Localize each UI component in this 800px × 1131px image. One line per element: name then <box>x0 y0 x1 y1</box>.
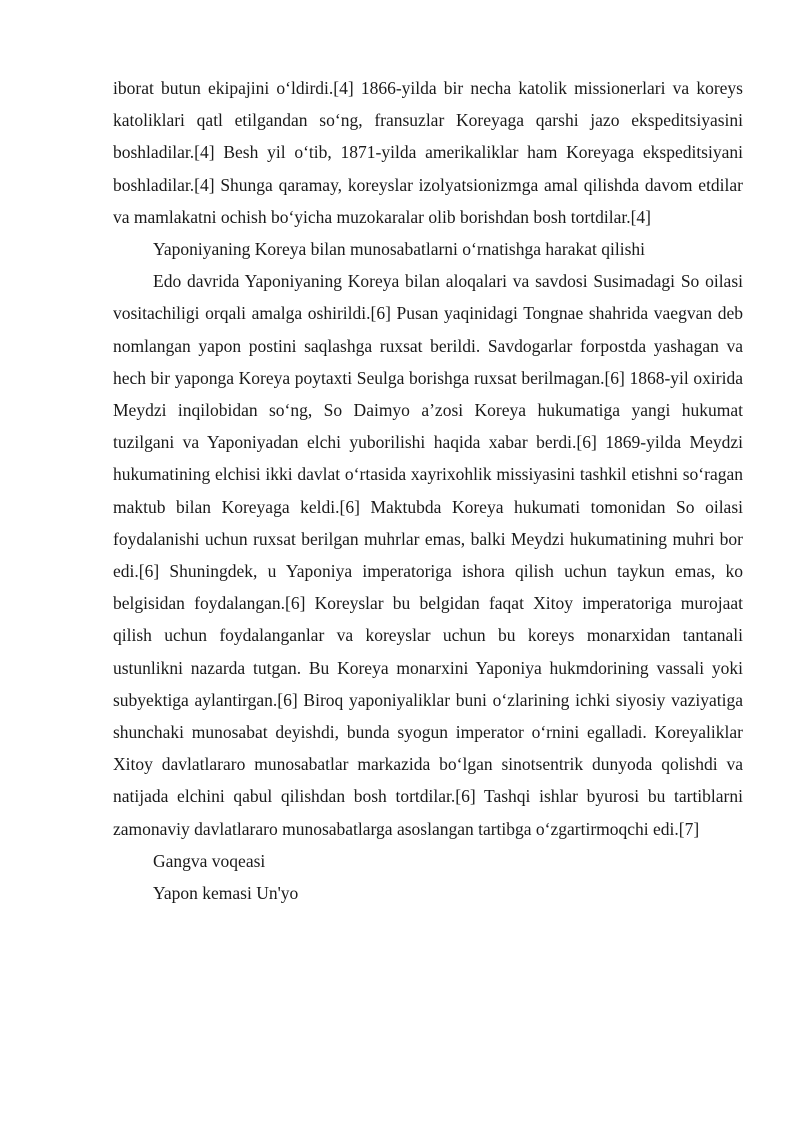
paragraph-edo-period: Edo davrida Yaponiyaning Koreya bilan aloqalari va savdosi Susimadagi So oilasi vositachiligi orqali amalga oshirildi.[6] Pusan yaqinidagi Tongnae shahrida vaegvan deb nomlangan yapon postini saqlashga ruxsat berildi. Savdogarlar forpostda yashagan va hech bir yaponga Koreya poytaxti Seulga borishga ruxsat berilmagan.[6] 1868-yil oxirida Meydzi inqilobidan so‘ng, So Daimyo a’zosi Koreya hukumatiga yangi hukumat tuzilgani va Yaponiyadan elchi yuborilishi haqida xabar berdi.[6] 1869-yilda Meydzi hukumatining elchisi ikki davlat o‘rtasida xayrixohlik missiyasini tashkil etishni so‘ragan maktub bilan Koreyaga keldi.[6] Maktubda Koreya hukumati tomonidan So oilasi foydalanishi uchun ruxsat berilgan muhrlar emas, balki Meydzi hukumatining muhri bor edi.[6] Shuningdek, u Yaponiya imperatoriga ishora qilish uchun taykun emas, ko belgisidan foydalangan.[6] Koreyslar bu belgidan faqat Xitoy imperatoriga murojaat qilish uchun foydalanganlar va koreyslar uchun bu koreys monarxidan tantanali ustunlikni nazarda tutgan. Bu Koreya monarxini Yaponiya hukmdorining vassali yoki subyektiga aylantirgan.[6] Biroq yaponiyaliklar buni o‘zlarining ichki siyosiy vaziyatiga shunchaki munosabat deyishdi, bunda syogun imperator o‘rnini egalladi. Koreyaliklar Xitoy davlatlararo munosabatlar markazida bo‘lgan sinotsentrik dunyoda qolishdi va natijada elchini qabul qilishdan bosh tortdilar.[6] Tashqi ishlar byurosi bu tartiblarni zamonaviy davlatlararo munosabatlarga asoslangan tartibga o‘zgartirmoqchi edi.[7] <box>113 271 743 839</box>
section-heading-gangva: Gangva voqeasi <box>153 850 266 871</box>
document-body <box>113 72 743 909</box>
section-heading-relations: Yaponiyaning Koreya bilan munosabatlarni o‘rnatishga harakat qilishi <box>153 239 645 260</box>
section-heading-unyo: Yapon kemasi Un'yo <box>153 883 299 904</box>
paragraph-continued: iborat butun ekipajini o‘ldirdi.[4] 1866-yilda bir necha katolik missionerlari va koreys katoliklari qatl etilgandan so‘ng, fransuzlar Koreyaga qarshi jazo ekspeditsiyasini boshladilar.[4] Besh yil o‘tib, 1871-yilda amerikaliklar ham Koreyaga ekspeditsiyani boshladilar.[4] Shunga qaramay, koreyslar izolyatsionizmga amal qilishda davom etdilar va mamlakatni ochish bo‘yicha muzokaralar olib borishdan bosh tortdilar.[4] <box>113 78 743 227</box>
